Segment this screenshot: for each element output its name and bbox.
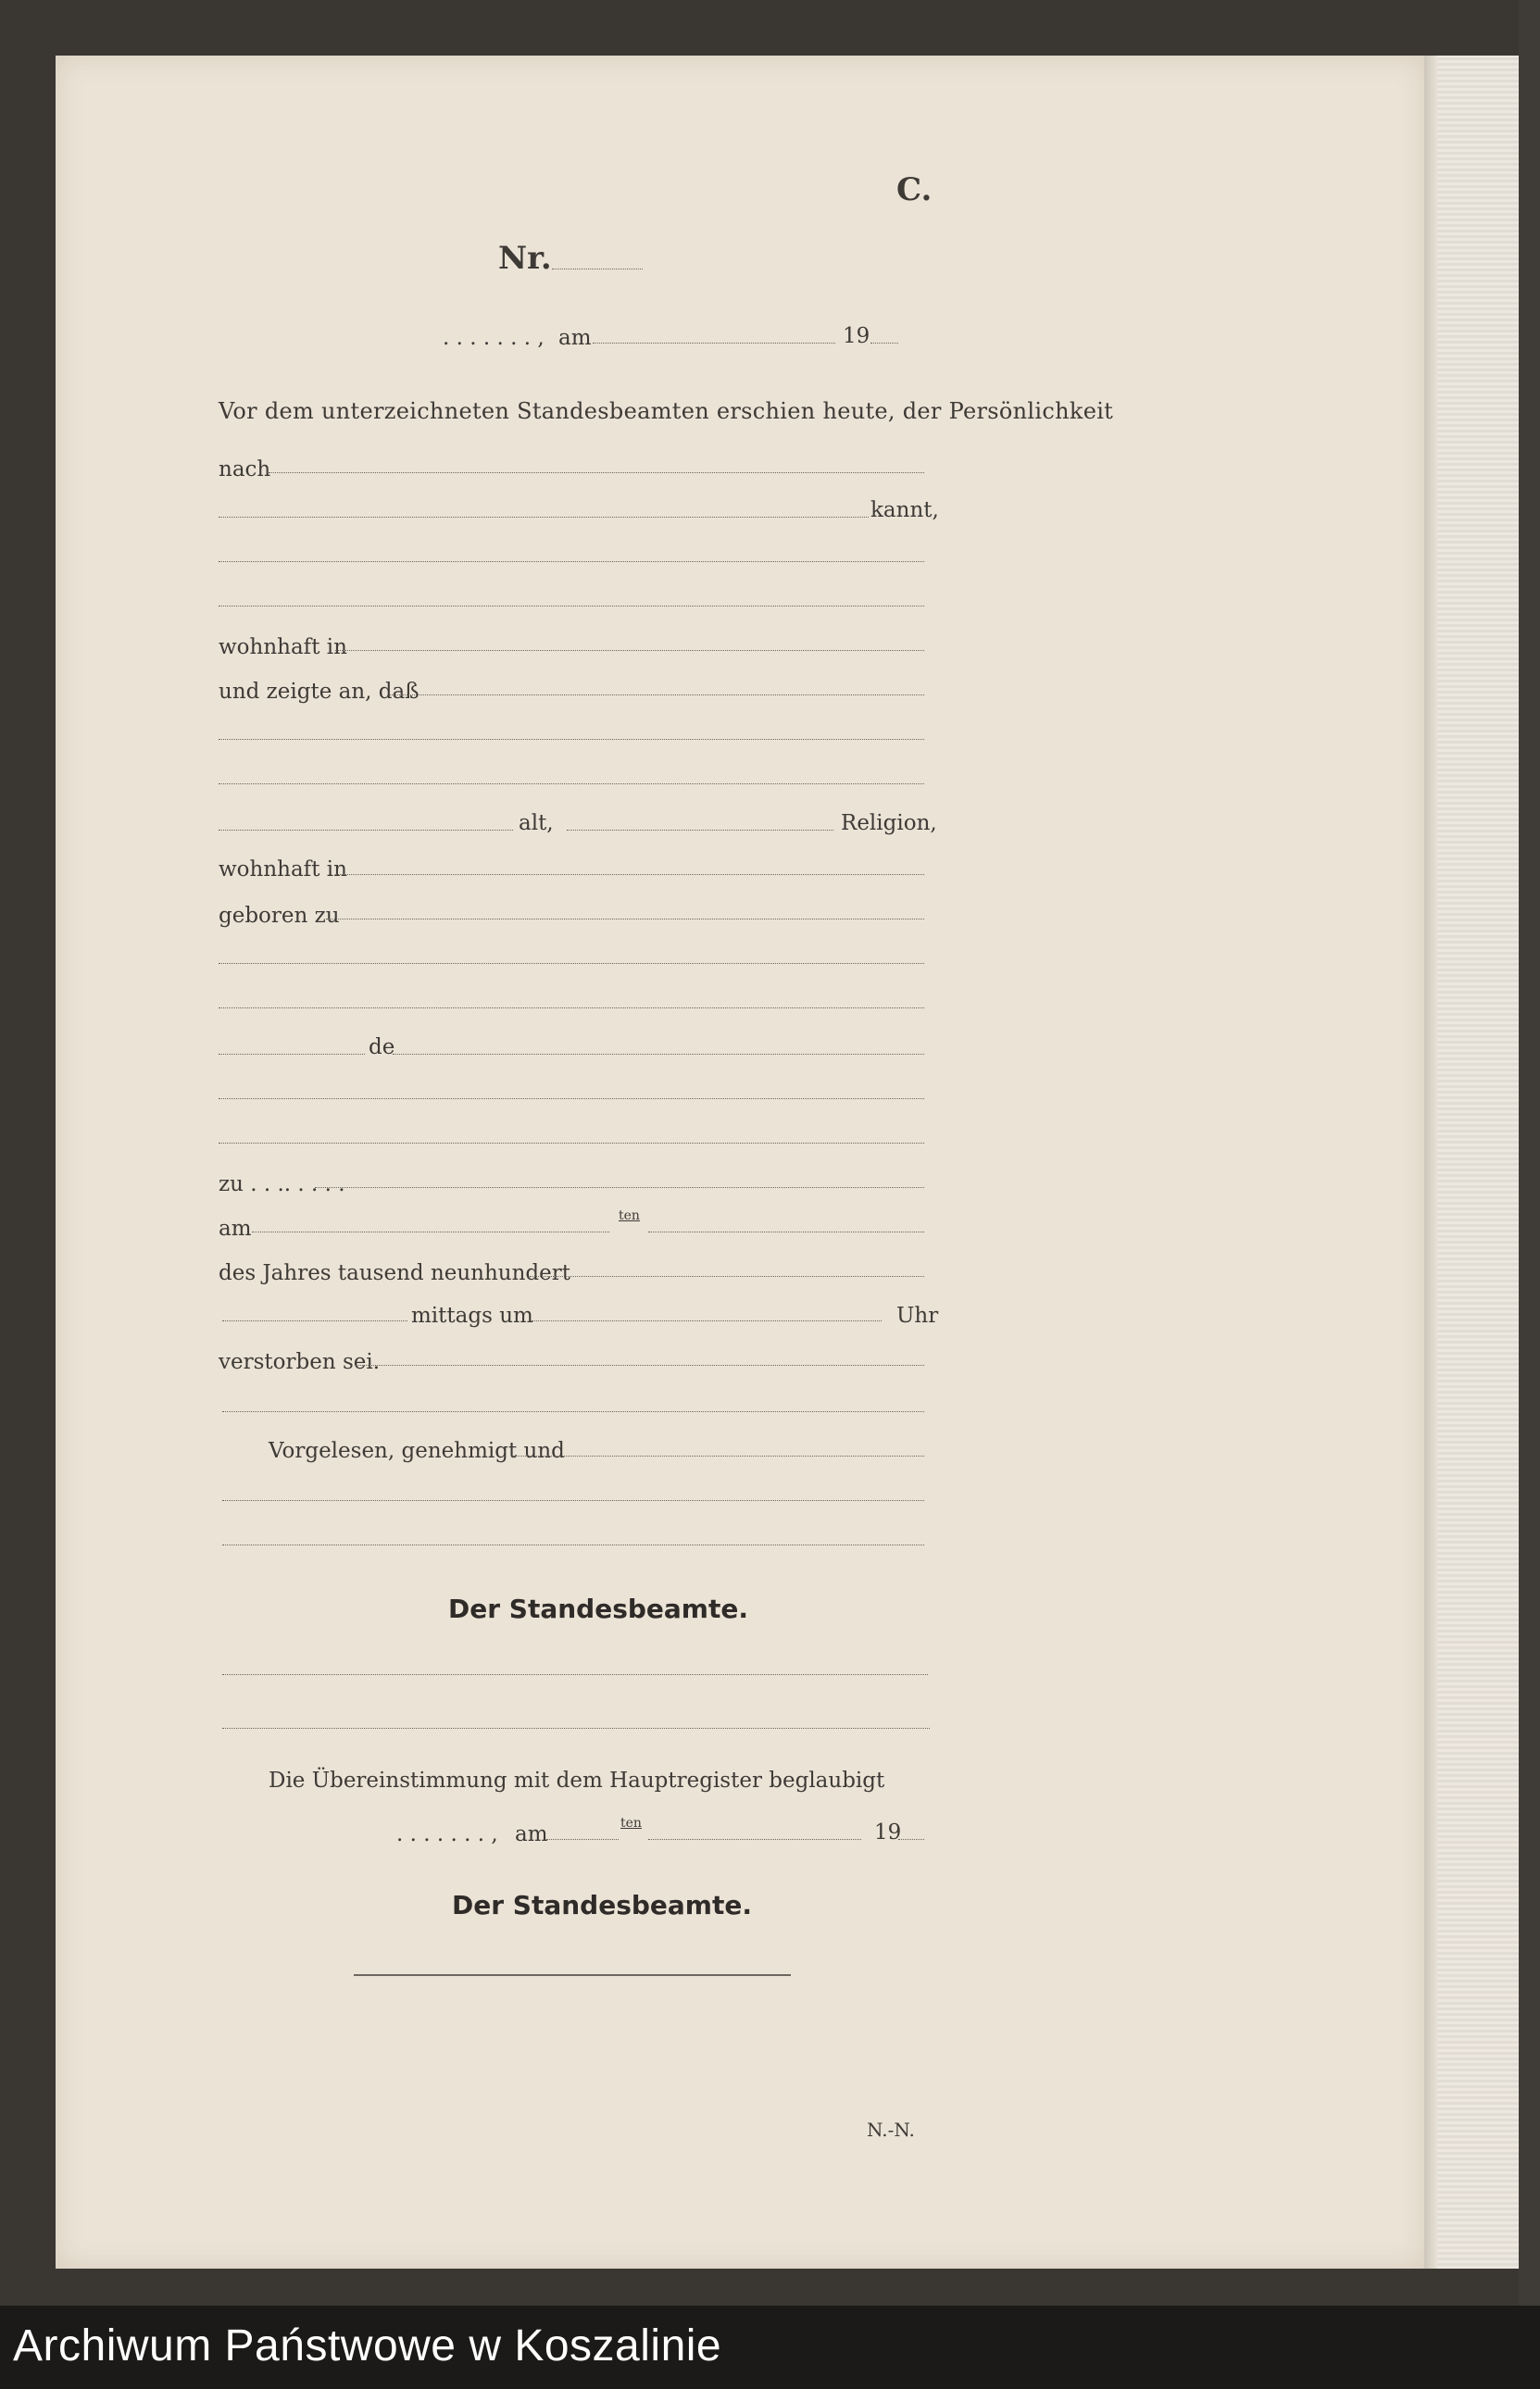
jahres-label: des Jahres tausend neunhundert: [219, 1261, 571, 1285]
zu-label: zu . . .. . . . .: [219, 1172, 345, 1196]
wohnhaft-label-1: wohnhaft in: [219, 635, 347, 659]
zu-field: [315, 1187, 924, 1188]
identity-field-1: [219, 517, 869, 518]
religion-field: [567, 830, 833, 831]
zeigte-field: [389, 694, 924, 695]
year-prefix: 19: [843, 324, 870, 348]
document-page: [56, 56, 1426, 2269]
de-field: [393, 1054, 924, 1055]
standesbeamte-heading-2: Der Standesbeamte.: [452, 1890, 752, 1920]
date-field: [593, 343, 835, 344]
geboren-label: geboren zu: [219, 904, 340, 928]
residence-field-2: [335, 874, 924, 875]
vorgelesen-field: [513, 1456, 924, 1457]
death-year-field: [530, 1276, 924, 1277]
blank-line-4: [219, 783, 924, 784]
religion-label: Religion,: [841, 811, 937, 835]
wohnhaft-label-2: wohnhaft in: [219, 857, 347, 882]
ten-suffix-2: ten: [620, 1816, 642, 1831]
de-label: de: [369, 1035, 395, 1059]
certify-year-prefix: 19: [874, 1820, 902, 1845]
form-letter: C.: [896, 171, 933, 208]
book-binding: [1437, 56, 1519, 2269]
standesbeamte-heading-1: Der Standesbeamte.: [448, 1594, 748, 1624]
alt-label: alt,: [519, 811, 554, 835]
zeigte-label: und zeigte an, daß: [219, 680, 419, 704]
blank-line-2: [219, 606, 924, 607]
signature-line-2: [222, 1728, 930, 1729]
blank-line-7: [219, 1098, 924, 1099]
form-code: N.-N.: [867, 2119, 915, 2141]
intro-text: Vor dem unterzeichneten Standesbeamten erschien heute, der Persönlichkeit: [219, 398, 1114, 424]
certify-am-label: am: [515, 1822, 548, 1846]
daytime-field: [222, 1320, 407, 1321]
mittags-label: mittags um: [411, 1304, 533, 1328]
certify-day-field: [546, 1839, 619, 1840]
uhr-label: Uhr: [896, 1304, 939, 1328]
blank-line-6: [219, 1007, 924, 1008]
archive-name: Archiwum Państwowe w Koszalinie: [13, 2321, 722, 2370]
final-signature-line: [354, 1974, 791, 1976]
certify-year-field: [898, 1839, 924, 1840]
place-prefix: . . . . . . . ,: [443, 326, 545, 350]
date-am-label: am: [558, 326, 592, 350]
page-spine: [1424, 56, 1437, 2269]
nach-label: nach: [219, 457, 271, 482]
blank-line-1: [219, 561, 924, 562]
nach-field: [269, 472, 924, 473]
ten-suffix-1: ten: [619, 1208, 640, 1223]
residence-field-1: [335, 650, 924, 651]
verstorben-label: verstorben sei.: [219, 1350, 381, 1374]
blank-line-3: [219, 739, 924, 740]
place-prefix-2: . . . . . . . ,: [396, 1822, 498, 1846]
year-field: [870, 343, 898, 344]
blank-line-8: [219, 1143, 924, 1144]
kannt-label: kannt,: [870, 498, 939, 522]
vorgelesen-label: Vorgelesen, genehmigt und: [269, 1439, 565, 1463]
de-prefix-field: [219, 1054, 365, 1055]
hour-field: [532, 1320, 882, 1321]
binding-edge: [1519, 0, 1540, 2306]
age-field: [219, 830, 513, 831]
signature-line-1: [222, 1674, 928, 1675]
verstorben-field: [356, 1365, 924, 1366]
nr-label: Nr.: [498, 240, 552, 277]
blank-line-10: [222, 1500, 924, 1501]
blank-line-9: [222, 1411, 924, 1412]
blank-line-5: [219, 963, 924, 964]
uebereinstimmung-text: Die Übereinstimmung mit dem Hauptregister beglaubigt: [269, 1769, 885, 1793]
certify-month-field: [648, 1839, 861, 1840]
death-am-label: am: [219, 1217, 252, 1241]
